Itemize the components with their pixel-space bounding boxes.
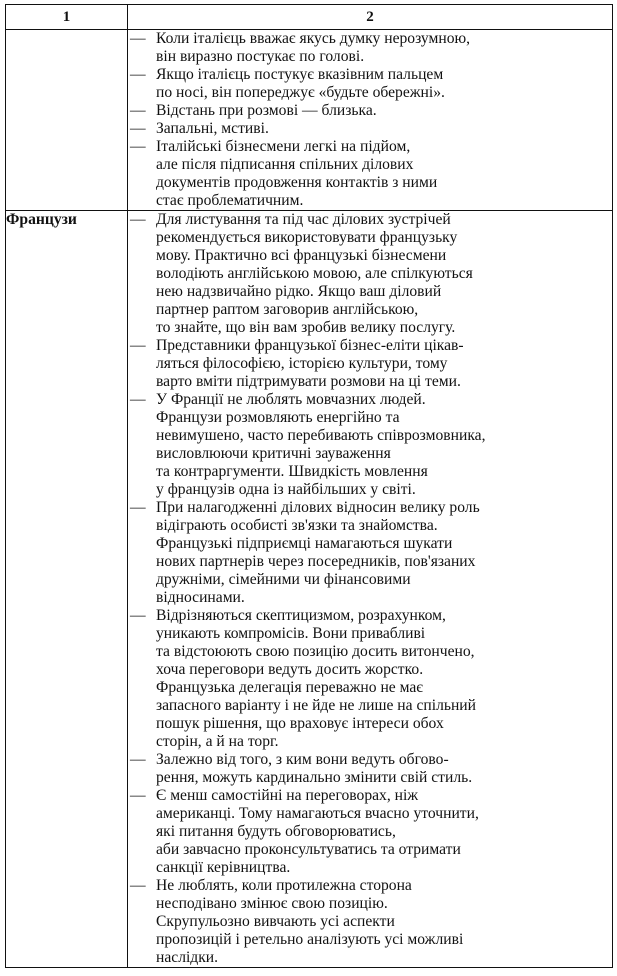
item-text-line: Скрупульозно вивчають усі аспекти xyxy=(156,913,395,930)
item-text-line: та відстоюють свою позицію досить витончено, xyxy=(156,643,475,660)
dash-marker: — xyxy=(130,877,146,894)
item-text-line: відіграють особисті зв'язки та знайомства. xyxy=(156,517,438,534)
item-text-line: Французькі підприємці намагаються шукати xyxy=(156,535,453,552)
item-text-line: запасного варіанту і не йде не лише на спільний xyxy=(156,697,476,714)
item-text-line: стає проблематичним. xyxy=(156,192,304,209)
item-text-line: варто вміти підтримувати розмови на ці теми. xyxy=(156,373,461,390)
row-content xyxy=(128,30,613,211)
dash-marker: — xyxy=(130,138,146,155)
dash-marker: — xyxy=(130,30,146,47)
item-text-line: володіють англійською мовою, але спілкуються xyxy=(156,265,473,282)
dash-marker: — xyxy=(130,751,146,768)
dash-marker: — xyxy=(130,391,146,408)
item-text-line: ляться філософією, історією культури, тому xyxy=(156,355,448,372)
item-text-line: нею надзвичайно рідко. Якщо ваш діловий xyxy=(156,283,442,300)
item-text-line: Відрізняються скептицизмом, розрахунком, xyxy=(156,607,446,624)
dash-marker: — xyxy=(130,499,146,516)
dash-marker: — xyxy=(130,787,146,804)
item-text-line: мову. Практично всі французькі бізнесмени xyxy=(156,247,447,264)
table-row xyxy=(6,30,613,211)
item-text-line: то знайте, що він вам зробив велику послугу. xyxy=(156,319,456,336)
item-text-line: американці. Тому намагаються вчасно уточнити, xyxy=(156,805,479,822)
column-header-2: 2 xyxy=(128,5,613,30)
list-item xyxy=(128,120,612,138)
dash-marker: — xyxy=(130,120,146,137)
item-text-line: Для листування та під час ділових зустрічей xyxy=(156,211,451,228)
item-text-line: пропозицій і ретельно аналізують усі можливі xyxy=(156,931,464,948)
item-text-line: Коли італієць вважає якусь думку нерозумною, xyxy=(156,30,471,47)
item-text-line: у французів одна із найбільших у світі. xyxy=(156,481,416,498)
item-text-line: рекомендується використовувати французьку xyxy=(156,229,458,246)
item-text-line: У Франції не люблять мовчазних людей. xyxy=(156,391,426,408)
item-text-line: аби завчасно проконсультуватись та отримати xyxy=(156,841,461,858)
dash-marker: — xyxy=(130,337,146,354)
item-text-line: він виразно постукає по голові. xyxy=(156,48,365,65)
item-text-line: несподівано змінює свою позицію. xyxy=(156,895,388,912)
list-item xyxy=(128,66,612,102)
item-text-line: висловлюючи критичні зауваження xyxy=(156,445,391,462)
dash-marker: — xyxy=(130,102,146,119)
item-text-line: Представники французької бізнес-еліти цікав- xyxy=(156,337,464,354)
item-text-line: та контраргументи. Швидкість мовлення xyxy=(156,463,428,480)
list-item xyxy=(128,102,612,120)
item-text-line: наслідки. xyxy=(156,949,219,966)
item-text-line: Французи розмовляють енергійно та xyxy=(156,409,400,426)
list-item xyxy=(128,787,612,877)
list-item xyxy=(128,391,612,499)
dash-marker: — xyxy=(130,211,146,228)
table-header-row xyxy=(6,5,613,30)
item-text-line: Є менш самостійні на переговорах, ніж xyxy=(156,787,419,804)
dash-marker: — xyxy=(130,607,146,624)
item-text-line: Італійські бізнесмени легкі на підйом, xyxy=(156,138,411,155)
item-text-line: але після підписання спільних ділових xyxy=(156,156,414,173)
item-text-line: рення, можуть кардинально змінити свій стиль. xyxy=(156,769,473,786)
list-item xyxy=(128,607,612,751)
item-text-line: Французька делегація переважно не має xyxy=(156,679,423,696)
row-label: Французи xyxy=(6,211,128,968)
item-text-line: хоча переговори ведуть досить жорстко. xyxy=(156,661,424,678)
item-text-line: по носі, він попереджує «будьте обережні». xyxy=(156,84,445,101)
item-text-line: які питання будуть обговорюватись, xyxy=(156,823,396,840)
item-text-line: Не люблять, коли протилежна сторона xyxy=(156,877,412,894)
comparison-table xyxy=(5,4,613,968)
item-text-line: При налагодженні ділових відносин велику роль xyxy=(156,499,480,516)
list-item xyxy=(128,877,612,967)
item-text-line: відносинами. xyxy=(156,589,245,606)
item-text-line: невимушено, часто перебивають співрозмовника, xyxy=(156,427,486,444)
item-text-line: дружніми, сімейними чи фінансовими xyxy=(156,571,411,588)
item-text-line: Залежно від того, з ким вони ведуть обгово- xyxy=(156,751,449,768)
dash-marker: — xyxy=(130,66,146,83)
list-item xyxy=(128,499,612,607)
item-text-line: документів продовження контактів з ними xyxy=(156,174,438,191)
list-item xyxy=(128,211,612,337)
bullet-list xyxy=(128,30,612,210)
table-row xyxy=(6,211,613,968)
item-text-line: Запальні, мстиві. xyxy=(156,120,269,137)
column-header-1: 1 xyxy=(6,5,128,30)
item-text-line: уникають компромісів. Вони привабливі xyxy=(156,625,426,642)
item-text-line: Відстань при розмові — близька. xyxy=(156,102,377,119)
row-content xyxy=(128,211,613,968)
item-text-line: нових партнерів через посередників, пов'язаних xyxy=(156,553,476,570)
row-label xyxy=(6,30,128,211)
list-item xyxy=(128,138,612,210)
item-text-line: санкції керівництва. xyxy=(156,859,291,876)
list-item xyxy=(128,337,612,391)
list-item xyxy=(128,30,612,66)
item-text-line: Якщо італієць постукує вказівним пальцем xyxy=(156,66,444,83)
item-text-line: пошук рішення, що враховує інтереси обох xyxy=(156,715,444,732)
bullet-list xyxy=(128,211,612,967)
item-text-line: сторін, а й на торг. xyxy=(156,733,279,750)
list-item xyxy=(128,751,612,787)
item-text-line: партнер раптом заговорив англійською, xyxy=(156,301,419,318)
